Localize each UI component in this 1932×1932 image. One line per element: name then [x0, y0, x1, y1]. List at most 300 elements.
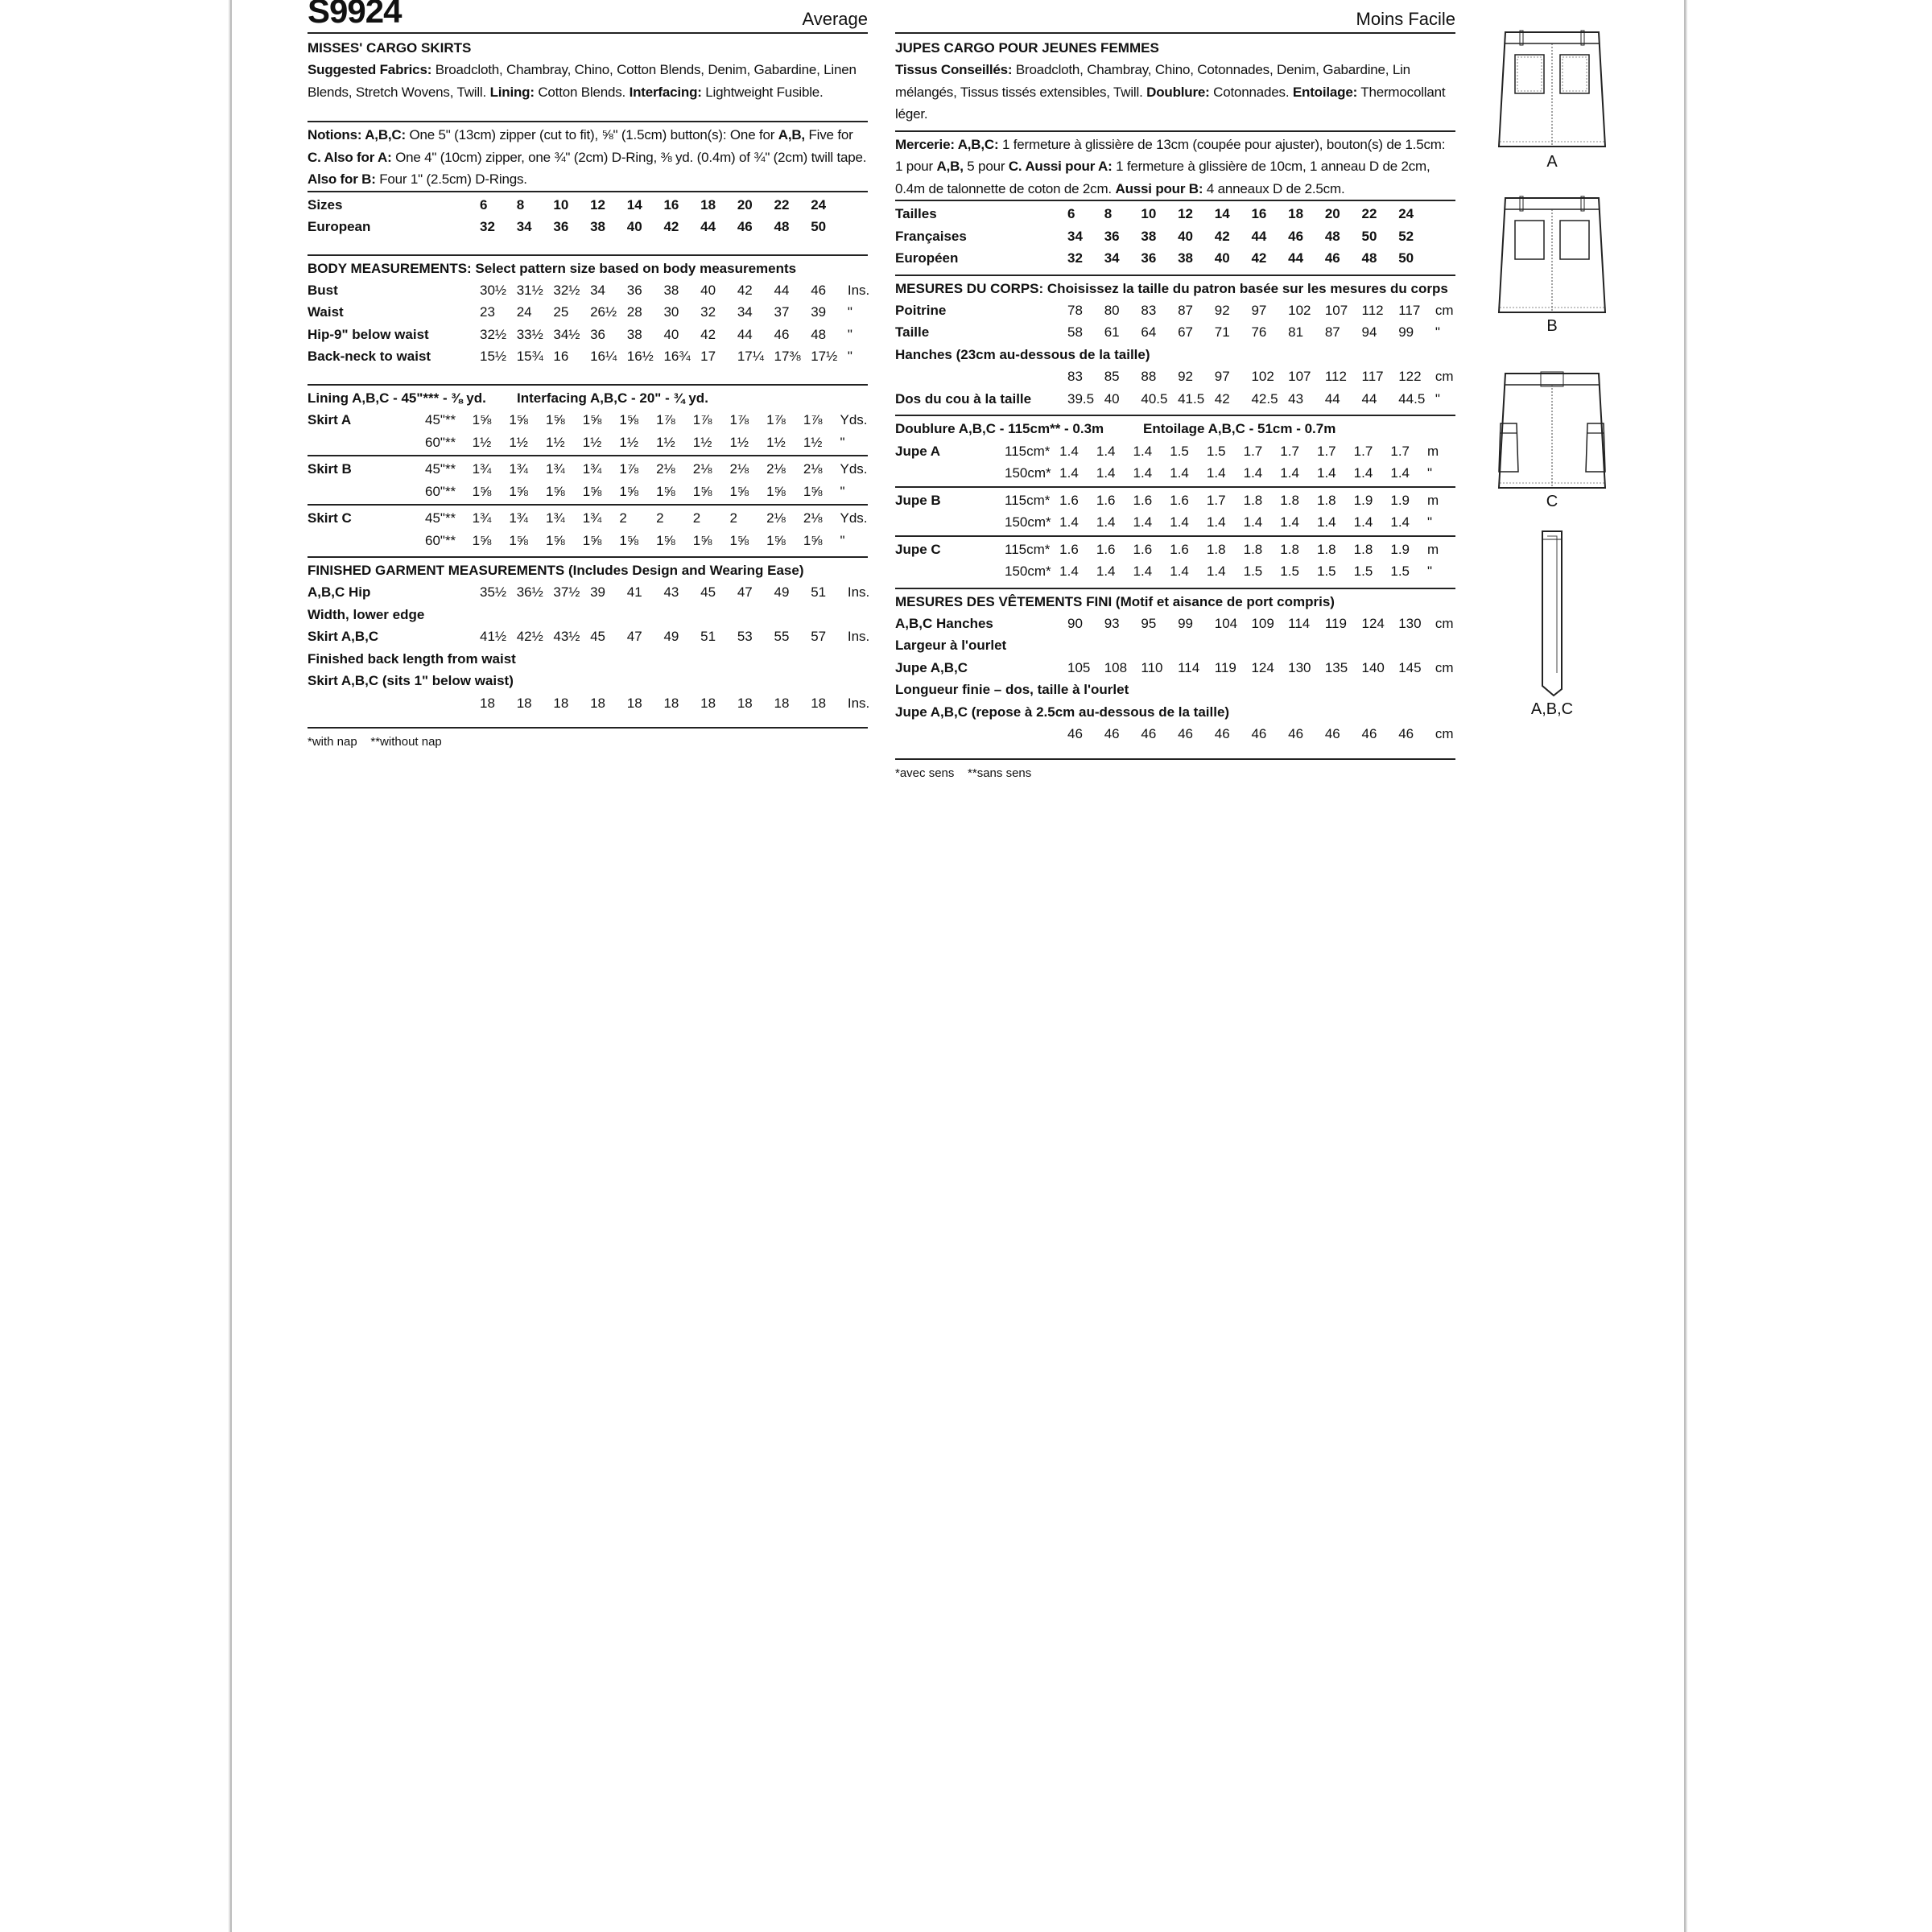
body-measurements-table-fr: MESURES DU CORPS: Choisissez la taille du patron basée sur les mesures du corps Poitrine 78 80 83 87 92 97 102 107 112 117 cm Taille 58 61 64 67 71 76 81 87 94 99 " Hanches (23cm au-dessous de la taille) 83 85 88 92 97 102 107 112 117 122 cm Dos du cou à la taille 39.5 40 40.5 41.5 42 42.5 43 44 44 44.5 ": [895, 276, 1455, 417]
table-cell: 78: [1067, 302, 1083, 318]
pattern-number: S9924: [308, 0, 402, 30]
table-cell: 2⅛: [766, 461, 786, 477]
table-row: [895, 489, 1455, 512]
table-cell: 1½: [582, 434, 602, 450]
table-cell: 36½: [516, 584, 543, 600]
fabric-width: 150cm*: [1005, 514, 1051, 530]
table-cell: 45: [590, 629, 605, 644]
table-row: [895, 299, 1455, 322]
unit-label: m: [1427, 541, 1439, 557]
table-cell: 1⅞: [766, 412, 786, 427]
table-cell: 2⅛: [729, 461, 749, 477]
divider: [895, 486, 1455, 488]
table-cell: 14: [1214, 206, 1230, 221]
interfacing-yardage-fr: Entoilage A,B,C - 51cm - 0.7m: [1143, 421, 1336, 436]
table-cell: 1.6: [1170, 492, 1189, 508]
table-cell: 1⅝: [692, 483, 712, 499]
table-cell: 1.4: [1316, 514, 1336, 530]
french-text: [895, 34, 1455, 782]
table-cell: 124: [1361, 615, 1385, 631]
table-cell: 24: [516, 304, 532, 320]
table-cell: 1⅝: [582, 412, 602, 427]
table-cell: 1.4: [1096, 514, 1116, 530]
table-cell: 71: [1214, 324, 1230, 340]
notions-text: Notions: A,B,C: One 5" (13cm) zipper (cut to fit), ⅝" (1.5cm) button(s): One for A,B, Five for C. Also for A: One 4" (10cm) zipper, one ¾" (2cm) D-Ring, ⅜ yd. (0.4m) of ¾" (2cm) twill tape. Also for B: Four 1" (2.5cm) D-Rings.: [308, 127, 867, 187]
table-cell: 1⅝: [472, 483, 492, 499]
table-cell: 85: [1104, 369, 1120, 384]
table-cell: 1.8: [1243, 541, 1263, 557]
table-cell: 16½: [626, 349, 654, 364]
table-cell: 42: [1214, 390, 1230, 407]
table-cell: 18: [626, 695, 642, 711]
view-a-label: A: [1546, 153, 1558, 171]
table-cell: 1.4: [1096, 564, 1116, 579]
table-cell: 18: [700, 196, 716, 213]
table-cell: 1.4: [1243, 514, 1263, 530]
fabrics-text-fr: Tissus Conseillés: Broadcloth, Chambray, Chino, Cotonnades, Denim, Gabardine, Lin mélangés, Tissus tissés extensibles, Twill. Doublure: Cotonnades. Entoilage: Thermocollant léger.: [895, 62, 1446, 122]
table-cell: 124: [1251, 659, 1274, 675]
table-cell: 92: [1178, 369, 1193, 384]
table-cell: 46: [1214, 726, 1230, 741]
footnote-fr: *avec sens **sans sens: [895, 766, 1032, 780]
table-cell: 32½: [480, 326, 507, 342]
table-cell: 1⅞: [692, 412, 712, 427]
table-cell: 32: [1067, 250, 1083, 266]
table-cell: 22: [1361, 206, 1377, 221]
table-cell: 1½: [619, 434, 639, 450]
table-cell: 50: [811, 219, 827, 234]
table-cell: 48: [1324, 228, 1340, 244]
table-cell: 34: [737, 304, 753, 320]
unit-label: ": [847, 304, 852, 320]
table-cell: 1.4: [1059, 564, 1079, 579]
unit-label: m: [1427, 443, 1439, 459]
table-cell: 18: [553, 695, 569, 711]
table-cell: 1.5: [1390, 564, 1410, 579]
table-cell: 1.5: [1353, 564, 1373, 579]
table-cell: 46: [1361, 726, 1377, 741]
table-cell: 38: [1178, 250, 1193, 266]
table-cell: 46: [1251, 726, 1267, 741]
table-cell: 18: [700, 695, 716, 711]
table-cell: 51: [700, 629, 716, 644]
table-row: [308, 431, 868, 454]
table-cell: 48: [774, 219, 790, 234]
row-label: Hip-9" below waist: [308, 326, 429, 342]
unit-label: ": [840, 434, 845, 450]
table-cell: 42: [663, 219, 679, 234]
belt-tie-illustration: [1496, 528, 1608, 699]
table-cell: 61: [1104, 324, 1120, 340]
fabric-width: 115cm*: [1005, 541, 1051, 557]
body-measurements-table: [308, 256, 868, 386]
table-cell: 1.4: [1059, 465, 1079, 481]
table-cell: 1.4: [1390, 465, 1410, 481]
table-cell: 119: [1214, 659, 1236, 675]
table-cell: 95: [1141, 615, 1157, 631]
table-cell: 46: [1288, 726, 1304, 741]
table-cell: 83: [1141, 302, 1157, 318]
table-cell: 1.7: [1280, 443, 1299, 459]
table-cell: 40: [626, 219, 642, 234]
table-cell: 1.8: [1243, 492, 1263, 508]
table-cell: 1⅝: [509, 412, 528, 427]
table-cell: 1.6: [1096, 492, 1116, 508]
table-cell: 6: [1067, 206, 1075, 221]
lining-yardage: Lining A,B,C - 45"*** - ⅜ yd.: [308, 390, 486, 406]
row-label: Skirt A: [308, 412, 352, 427]
table-row: [308, 530, 868, 552]
table-cell: 41.5: [1178, 390, 1205, 407]
table-cell: 43½: [553, 629, 580, 644]
table-cell: 46: [1178, 726, 1193, 741]
table-cell: 16: [553, 349, 569, 364]
table-cell: 81: [1288, 324, 1304, 340]
table-cell: 1.4: [1096, 443, 1116, 459]
finished-measurements-title: FINISHED GARMENT MEASUREMENTS (Includes Design and Wearing Ease): [308, 563, 804, 578]
table-cell: 1¾: [546, 461, 565, 477]
table-cell: 1.6: [1096, 541, 1116, 557]
table-cell: 17: [700, 349, 716, 364]
table-cell: 46: [811, 282, 827, 298]
fabric-width: 150cm*: [1005, 564, 1051, 579]
table-cell: 2: [656, 510, 664, 526]
table-cell: 44.5: [1398, 390, 1426, 407]
sizes-table-fr: Tailles 6 8 10 12 14 16 18 20 22 24 Françaises 34 36 38 40 42 44 46 48 50 52 Européen 32 34 36 38 40 42 44 46 48 50: [895, 201, 1455, 276]
table-cell: 12: [590, 196, 605, 213]
interfacing-yardage: Interfacing A,B,C - 20" - ¾ yd.: [517, 390, 708, 406]
unit-label: Yds.: [840, 461, 868, 477]
table-cell: 20: [1324, 206, 1340, 221]
table-cell: 16: [663, 196, 679, 213]
table-cell: 40: [700, 282, 716, 298]
table-cell: 55: [774, 629, 790, 644]
table-cell: 42.5: [1251, 390, 1278, 407]
table-cell: 32: [480, 219, 495, 234]
table-cell: 42: [737, 282, 753, 298]
table-cell: 38: [663, 282, 679, 298]
table-cell: 1.5: [1170, 443, 1189, 459]
table-cell: 24: [1398, 206, 1414, 221]
table-cell: 97: [1251, 302, 1267, 318]
unit-label: Yds.: [840, 412, 868, 427]
table-cell: 1.4: [1133, 443, 1153, 459]
table-cell: 1.4: [1096, 465, 1116, 481]
row-label: [308, 431, 425, 454]
table-cell: 94: [1361, 324, 1377, 340]
table-cell: 46: [774, 326, 790, 342]
table-cell: 1.4: [1133, 465, 1153, 481]
width-label-fr: Largeur à l'ourlet: [895, 638, 1007, 653]
table-cell: 1¾: [546, 510, 565, 526]
table-cell: 1.6: [1059, 541, 1079, 557]
table-cell: 97: [1214, 369, 1230, 384]
table-cell: 1.7: [1316, 443, 1336, 459]
table-cell: 18: [774, 695, 790, 711]
table-cell: 1.4: [1280, 514, 1299, 530]
table-cell: 42½: [516, 629, 543, 644]
table-cell: 114: [1288, 615, 1311, 631]
length-label: Finished back length from waist: [308, 650, 516, 667]
row-label: Taille: [895, 324, 930, 340]
table-cell: 42: [1251, 250, 1267, 266]
unit-label: cm: [1435, 302, 1454, 318]
table-cell: 122: [1398, 369, 1422, 384]
english-text: [308, 34, 868, 751]
length-row-label-fr: Jupe A,B,C (repose à 2.5cm au-dessous de la taille): [895, 704, 1230, 720]
table-cell: 135: [1324, 659, 1348, 675]
table-cell: 2⅛: [766, 510, 786, 526]
table-cell: 1½: [729, 434, 749, 450]
table-cell: 15¾: [516, 349, 543, 364]
table-cell: 46: [1288, 228, 1304, 244]
table-cell: 46: [737, 219, 753, 234]
table-cell: 44: [1251, 228, 1267, 244]
body-measurements-title: BODY MEASUREMENTS: Select pattern size based on body measurements: [308, 260, 797, 276]
yardage-table: [308, 386, 868, 559]
table-cell: 1⅞: [803, 412, 823, 427]
table-cell: 28: [626, 304, 642, 320]
difficulty-level: Average: [802, 9, 868, 29]
table-cell: 108: [1104, 659, 1128, 675]
table-cell: 93: [1104, 615, 1120, 631]
table-cell: 44: [1288, 250, 1304, 266]
table-cell: 90: [1067, 615, 1083, 631]
table-cell: 102: [1251, 369, 1274, 384]
table-cell: 1.4: [1059, 514, 1079, 530]
table-cell: 36: [1141, 250, 1157, 266]
divider: [308, 504, 868, 506]
table-cell: 112: [1324, 369, 1347, 384]
table-cell: 34: [516, 219, 532, 234]
view-a-illustration: [1496, 26, 1608, 155]
table-cell: 39: [590, 584, 605, 600]
table-cell: 34½: [553, 326, 580, 342]
table-cell: 1.9: [1390, 492, 1410, 508]
table-cell: 1.5: [1316, 564, 1336, 579]
table-cell: 1¾: [472, 461, 492, 477]
table-cell: 1.6: [1133, 492, 1153, 508]
table-cell: 39.5: [1067, 390, 1095, 407]
row-label: Skirt B: [308, 461, 352, 477]
difficulty-level-fr: Moins Facile: [1356, 9, 1455, 29]
table-row: [895, 321, 1455, 344]
table-cell: 1.6: [1170, 541, 1189, 557]
table-cell: 53: [737, 629, 753, 644]
table-cell: 1⅝: [472, 412, 492, 427]
table-cell: 88: [1141, 369, 1157, 384]
fabric-width: 45"**: [425, 412, 456, 427]
unit-label: m: [1427, 492, 1439, 508]
fabric-width: 60"**: [425, 532, 456, 548]
table-cell: 8: [1104, 206, 1113, 221]
table-row: [308, 409, 868, 431]
table-cell: 1.4: [1170, 465, 1189, 481]
length-label-fr: Longueur finie – dos, taille à l'ourlet: [895, 682, 1129, 697]
table-cell: 1⅝: [803, 483, 823, 499]
row-label: [308, 481, 425, 503]
table-cell: 23: [480, 304, 495, 320]
table-cell: 51: [811, 584, 827, 600]
fabric-width: 45"**: [425, 461, 456, 477]
table-cell: 37: [774, 304, 790, 320]
view-c-label: C: [1546, 493, 1558, 510]
table-cell: 48: [1361, 250, 1377, 266]
table-cell: 14: [626, 196, 642, 213]
sizes-table: Sizes 6 8 10 12 14 16 18 20 22 24 European 32 34 36 38 40 42 44 46 48 50: [308, 192, 868, 256]
table-cell: 36: [553, 219, 569, 234]
table-cell: 117: [1361, 369, 1384, 384]
table-cell: 2: [729, 510, 737, 526]
table-cell: 1⅝: [472, 532, 492, 548]
table-cell: 1.6: [1059, 492, 1079, 508]
table-cell: 1⅝: [509, 532, 528, 548]
fabric-width: 60"**: [425, 483, 456, 499]
table-cell: 76: [1251, 324, 1267, 340]
table-cell: 1½: [692, 434, 712, 450]
table-cell: 52: [1398, 228, 1414, 244]
table-cell: 1.4: [1206, 564, 1226, 579]
length-row-label: Skirt A,B,C (sits 1" below waist): [308, 673, 514, 688]
lining-yardage-fr: Doublure A,B,C - 115cm** - 0.3m: [895, 421, 1104, 436]
table-cell: 46: [1324, 250, 1340, 266]
table-cell: 109: [1251, 615, 1274, 631]
table-cell: 18: [811, 695, 827, 711]
table-cell: 1⅞: [729, 412, 749, 427]
table-row: [895, 462, 1455, 485]
table-cell: 1⅝: [546, 412, 565, 427]
table-cell: 33½: [516, 326, 543, 342]
row-label: Waist: [308, 304, 344, 320]
table-cell: 83: [1067, 369, 1083, 384]
table-cell: 39: [811, 304, 827, 320]
table-cell: 37½: [553, 584, 580, 600]
table-cell: 1⅝: [582, 483, 602, 499]
table-cell: 99: [1178, 615, 1193, 631]
row-label: Jupe C: [895, 541, 941, 557]
table-cell: 1.4: [1206, 514, 1226, 530]
view-b-label: B: [1546, 317, 1558, 335]
table-cell: 15½: [480, 349, 507, 364]
finished-measurements-table-fr: MESURES DES VÊTEMENTS FINI (Motif et aisance de port compris) A,B,C Hanches 90 93 95 99 104 109 114 119 124 130 cm Largeur à l'ourlet Jupe A,B,C 105 108 110 114 119 124 130 135 140 145 cm Longueur finie – dos, taille à l'ourlet Jupe A,B,C (repose à 2.5cm au-dessous de la taille) 46 46 46 46 46 46 46 46 46 46 cm: [895, 589, 1455, 760]
table-cell: 1⅝: [509, 483, 528, 499]
table-cell: 41: [626, 584, 642, 600]
divider: [895, 535, 1455, 537]
table-cell: 17⅜: [774, 349, 801, 364]
table-cell: 1.4: [1316, 465, 1336, 481]
table-cell: 32½: [553, 282, 580, 298]
unit-label: ": [1427, 514, 1433, 530]
table-cell: 1¾: [472, 510, 492, 526]
table-cell: 46: [1324, 726, 1340, 741]
table-cell: 43: [663, 584, 679, 600]
table-cell: 24: [811, 196, 827, 213]
table-cell: 6: [480, 196, 488, 213]
english-header: [308, 0, 868, 34]
row-label: Back-neck to waist: [308, 349, 431, 364]
fabric-width: 115cm*: [1005, 492, 1051, 508]
table-row: [308, 345, 868, 368]
table-cell: 1¾: [509, 461, 528, 477]
table-cell: 1.5: [1206, 443, 1226, 459]
table-cell: 49: [663, 629, 679, 644]
table-cell: 1⅝: [803, 532, 823, 548]
table-cell: 1.5: [1280, 564, 1299, 579]
table-cell: 1.6: [1133, 541, 1153, 557]
table-cell: 30½: [480, 282, 507, 298]
french-column: [895, 0, 1455, 782]
table-cell: 2: [619, 510, 627, 526]
table-cell: 1¾: [509, 510, 528, 526]
table-cell: 104: [1214, 615, 1238, 631]
table-cell: 119: [1324, 615, 1347, 631]
table-cell: 25: [553, 304, 569, 320]
row-label: [895, 511, 1005, 534]
table-cell: 47: [626, 629, 642, 644]
divider: [308, 455, 868, 456]
table-cell: 1.4: [1133, 514, 1153, 530]
table-cell: 16: [1251, 206, 1267, 221]
table-cell: 1.4: [1206, 465, 1226, 481]
table-cell: 40.5: [1141, 390, 1168, 407]
unit-label: ": [1435, 324, 1440, 340]
table-cell: 1½: [803, 434, 823, 450]
table-cell: 1.8: [1353, 541, 1373, 557]
table-cell: 87: [1324, 324, 1340, 340]
table-cell: 1.4: [1133, 564, 1153, 579]
finished-measurements-title-fr: MESURES DES VÊTEMENTS FINI (Motif et aisance de port compris): [895, 593, 1335, 609]
table-cell: 1⅝: [582, 532, 602, 548]
table-row: [308, 458, 868, 481]
table-cell: 20: [737, 196, 753, 213]
table-cell: 1⅝: [766, 483, 786, 499]
table-row: [895, 440, 1455, 463]
row-label: [895, 560, 1005, 583]
unit-label: ": [1427, 564, 1433, 579]
table-cell: 117: [1398, 302, 1421, 318]
table-cell: 1½: [656, 434, 675, 450]
fabrics-text: Suggested Fabrics: Broadcloth, Chambray, Chino, Cotton Blends, Denim, Gabardine, Linen Blends, Stretch Wovens, Twill. Lining: Cotton Blends. Interfacing: Lightweight Fusible.: [308, 62, 857, 100]
view-b-illustration: [1496, 193, 1608, 318]
table-cell: 1.7: [1243, 443, 1263, 459]
table-cell: 1⅝: [729, 483, 749, 499]
table-cell: 43: [1288, 390, 1304, 407]
table-cell: 46: [1398, 726, 1414, 741]
table-cell: 1.4: [1170, 514, 1189, 530]
table-cell: 17¼: [737, 349, 764, 364]
table-cell: 36: [1104, 228, 1120, 244]
unit-label: ": [847, 349, 852, 364]
table-cell: 18: [663, 695, 679, 711]
unit-label: ": [847, 326, 852, 342]
width-label: Width, lower edge: [308, 606, 425, 622]
table-row: [895, 539, 1455, 561]
row-label: [308, 530, 425, 552]
table-cell: 87: [1178, 302, 1193, 318]
row-label: Bust: [308, 282, 338, 298]
table-cell: 30: [663, 304, 679, 320]
table-cell: 36: [590, 326, 605, 342]
table-cell: 92: [1214, 302, 1230, 318]
table-cell: 1⅝: [619, 483, 639, 499]
table-cell: 1⅞: [656, 412, 675, 427]
table-cell: 16¾: [663, 349, 691, 364]
table-cell: 1.4: [1243, 465, 1263, 481]
table-row: [308, 324, 868, 346]
table-cell: 1⅞: [619, 461, 639, 477]
table-cell: 47: [737, 584, 753, 600]
table-cell: 105: [1067, 659, 1091, 675]
